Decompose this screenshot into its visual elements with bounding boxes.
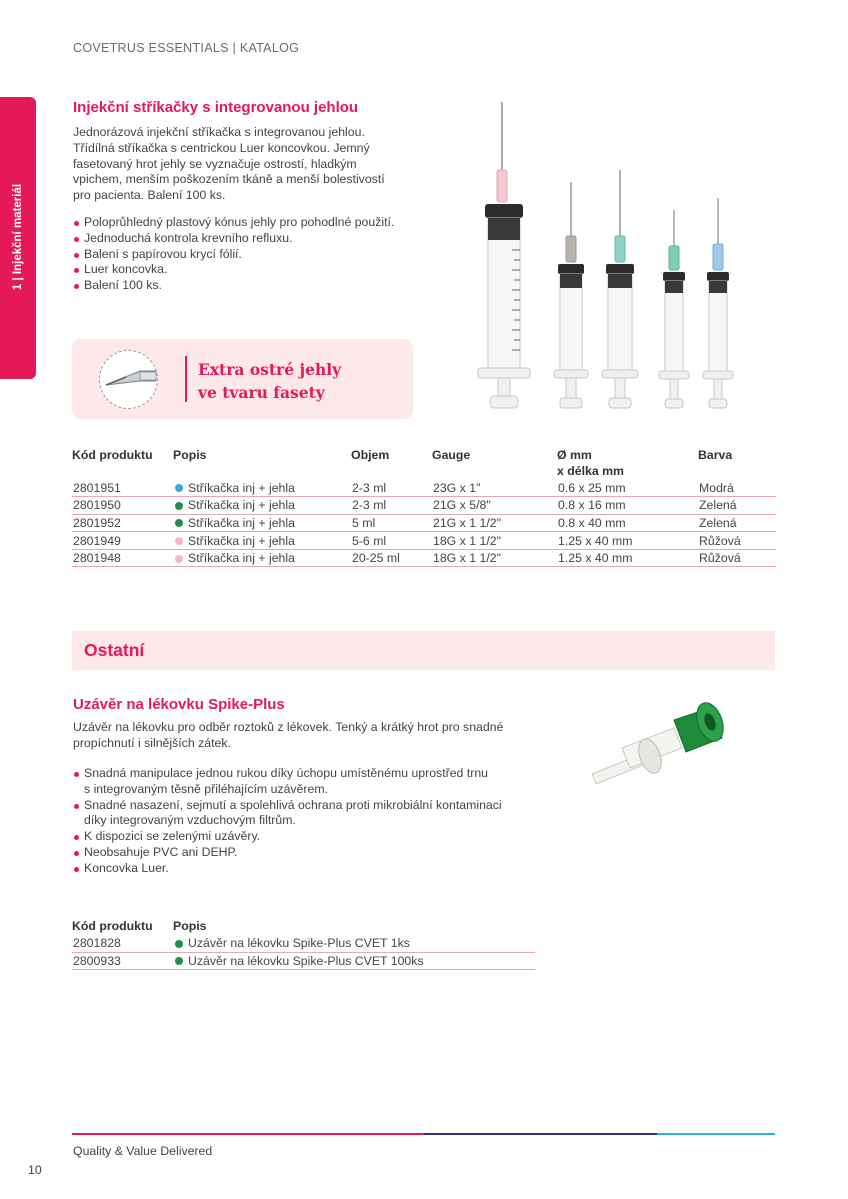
col-header-gauge: Gauge bbox=[432, 448, 471, 462]
spike-description: Uzávěr na lékovku pro odběr roztoků z lékovek. Tenký a krátký hrot pro snadné propíchnutí i silnějších zátek. bbox=[73, 720, 504, 750]
color-dot bbox=[175, 555, 183, 563]
col-header-desc: Popis bbox=[173, 448, 207, 462]
chapter-tab bbox=[0, 97, 36, 379]
col-header-code: Kód produktu bbox=[72, 448, 153, 462]
section-band bbox=[72, 631, 775, 670]
list-item: Balení 100 ks. bbox=[73, 278, 394, 294]
syringes-photo bbox=[470, 100, 770, 418]
list-item: Koncovka Luer. bbox=[73, 861, 502, 877]
spike-bullet-list bbox=[73, 766, 502, 877]
table-row: 2801948 Stříkačka inj + jehla 20-25 ml 18G x 1 1/2" 1.25 x 40 mm Růžová bbox=[72, 549, 776, 567]
section-band-title: Ostatní bbox=[84, 640, 145, 660]
page-number: 10 bbox=[28, 1163, 42, 1177]
list-item: Poloprůhledný plastový kónus jehly pro pohodlné použití. bbox=[73, 215, 394, 231]
color-dot bbox=[175, 484, 183, 492]
syringes-description: Jednorázová injekční stříkačka s integrovanou jehlou. Třídílná stříkačka s centrickou Luer koncovkou. Jemný fasetovaný hrot jehly se vyznačuje ostrostí, hladkým vpichem, menším poškozením tkáně a menší bolestivostí pro pacienta. Balení 100 ks. bbox=[73, 125, 385, 203]
table-header-row bbox=[72, 919, 535, 935]
syringes-bullet-list bbox=[73, 215, 394, 294]
footer-line-pink bbox=[72, 1133, 424, 1135]
color-dot bbox=[175, 537, 183, 545]
spike-product-table bbox=[72, 919, 535, 970]
running-header: COVETRUS ESSENTIALS | KATALOG bbox=[73, 41, 300, 55]
color-dot bbox=[175, 502, 183, 510]
callout-box bbox=[72, 339, 413, 419]
table-row: 2801828 Uzávěr na lékovku Spike-Plus CVET 1ks bbox=[72, 935, 535, 953]
syringes-title: Injekční stříkačky s integrovanou jehlou bbox=[73, 99, 359, 116]
list-item: Jednoduchá kontrola krevního refluxu. bbox=[73, 231, 394, 247]
table-row: 2801951 Stříkačka inj + jehla 2-3 ml 23G x 1" 0.6 x 25 mm Modrá bbox=[72, 479, 776, 497]
col-header-code: Kód produktu bbox=[72, 919, 153, 933]
table-row: 2801949 Stříkačka inj + jehla 5-6 ml 18G x 1 1/2" 1.25 x 40 mm Růžová bbox=[72, 532, 776, 550]
col-header-desc: Popis bbox=[173, 919, 207, 933]
col-header-color: Barva bbox=[698, 448, 733, 462]
syringes-product-table bbox=[72, 448, 776, 567]
spike-title: Uzávěr na lékovku Spike-Plus bbox=[73, 696, 285, 713]
color-dot bbox=[175, 519, 183, 527]
chapter-tab-label: 1 | Injekční materiál bbox=[12, 183, 24, 291]
table-header-row bbox=[72, 448, 776, 479]
table-row: 2801952 Stříkačka inj + jehla 5 ml 21G x 1 1/2" 0.8 x 40 mm Zelená bbox=[72, 514, 776, 532]
list-item: K dispozici se zelenými uzávěry. bbox=[73, 829, 502, 845]
callout-text: Extra ostré jehly ve tvaru fasety bbox=[198, 360, 342, 402]
list-item: Luer koncovka. bbox=[73, 262, 394, 278]
table-row: 2801950 Stříkačka inj + jehla 2-3 ml 21G x 5/8" 0.8 x 16 mm Zelená bbox=[72, 497, 776, 515]
col-header-size: Ø mm x délka mm bbox=[557, 448, 624, 478]
footer-line-navy bbox=[424, 1133, 657, 1135]
footer-line-cyan bbox=[657, 1133, 775, 1135]
table-row: 2800933 Uzávěr na lékovku Spike-Plus CVET 100ks bbox=[72, 952, 535, 970]
needle-tip-icon bbox=[99, 350, 158, 409]
footer-tagline: Quality & Value Delivered bbox=[73, 1144, 213, 1158]
col-header-volume: Objem bbox=[351, 448, 390, 462]
list-item: Neobsahuje PVC ani DEHP. bbox=[73, 845, 502, 861]
color-dot bbox=[175, 940, 183, 948]
list-item: Snadné nasazení, sejmutí a spolehlivá ochrana proti mikrobiální kontaminaci díky integrovaným vzduchovým filtrům. bbox=[73, 798, 502, 830]
color-dot bbox=[175, 957, 183, 965]
spike-plus-photo bbox=[582, 698, 752, 798]
list-item: Balení s papírovou krycí fólií. bbox=[73, 247, 394, 263]
list-item: Snadná manipulace jednou rukou díky úchopu umístěnému uprostřed trnu s integrovaným těsně přiléhajícím uzávěrem. bbox=[73, 766, 502, 798]
callout-divider bbox=[185, 356, 187, 402]
